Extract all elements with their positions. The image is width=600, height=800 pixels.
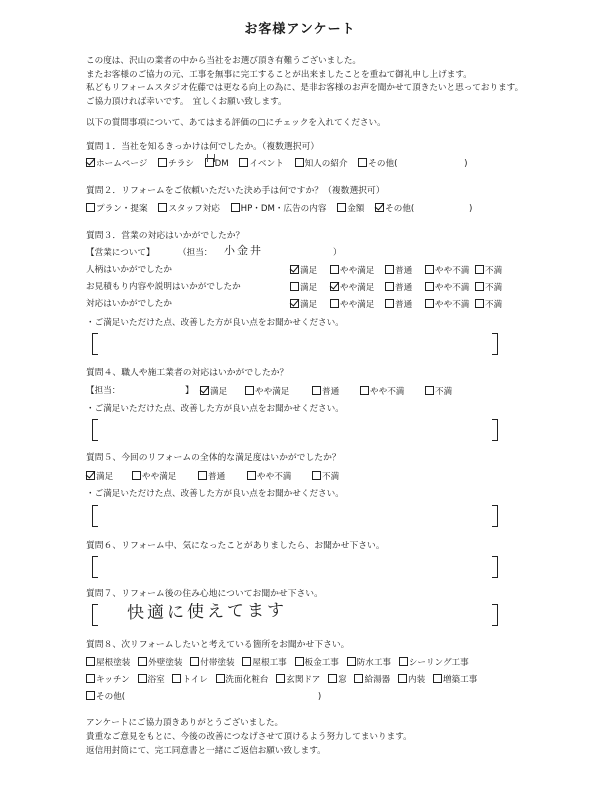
checkbox[interactable] (433, 674, 442, 683)
q2-option[interactable]: 金額 (337, 203, 364, 215)
q2-question: 質問２．リフォームをご依頼いただいた決め手は何ですか？（複数選択可） (86, 186, 385, 196)
q8-option[interactable]: 窓 (328, 674, 347, 686)
q1-option[interactable]: ホームページ (86, 158, 147, 170)
q2-option[interactable]: その他( (375, 203, 414, 215)
rating-option[interactable]: やや不満 (425, 265, 469, 277)
checkbox[interactable] (475, 282, 484, 291)
fold-mark (207, 154, 215, 162)
rating-option[interactable]: 満足 (290, 299, 317, 311)
checkbox[interactable] (354, 674, 363, 683)
checkbox[interactable] (86, 674, 95, 683)
rating-option[interactable]: 満足 (290, 282, 317, 294)
checkbox[interactable] (200, 386, 209, 395)
q4-staff-close: 】 (185, 386, 194, 396)
checkbox[interactable] (475, 265, 484, 274)
checkbox[interactable] (158, 203, 167, 212)
checkbox[interactable] (290, 265, 299, 274)
checkbox[interactable] (475, 299, 484, 308)
checkbox[interactable] (425, 265, 434, 274)
checkbox[interactable] (158, 158, 167, 167)
q6-comment-box-right[interactable] (492, 556, 498, 578)
q8-option[interactable]: 玄関ドア (276, 674, 320, 686)
rating-option[interactable]: やや満足 (132, 471, 176, 483)
rating-option[interactable]: 満足 (200, 386, 227, 398)
q5-comment-box-left[interactable] (92, 505, 98, 527)
q2-option[interactable]: HP・DM・広告の内容 (231, 203, 327, 215)
q4-comment-prompt: ・ご満足いただけた点、改善した方が良い点をお聞かせください。 (86, 404, 344, 414)
q3-comment-prompt: ・ご満足いただけた点、改善した方が良い点をお聞かせください。 (86, 318, 344, 328)
q2-close-paren: ) (469, 204, 473, 214)
rating-option[interactable]: 普通 (198, 471, 225, 483)
rating-option[interactable]: 普通 (385, 265, 412, 277)
rating-option[interactable]: 普通 (385, 299, 412, 311)
q7-answer-handwritten: 快適に使えてます (126, 600, 288, 624)
checkbox[interactable] (290, 299, 299, 308)
q2-options (86, 203, 472, 215)
checkbox[interactable] (399, 657, 408, 666)
checkbox[interactable] (425, 282, 434, 291)
rating-option[interactable]: 普通 (312, 386, 339, 398)
checkbox[interactable] (312, 471, 321, 480)
rating-option[interactable]: 不満 (425, 386, 452, 398)
checkbox[interactable] (425, 299, 434, 308)
q4-staff-label: 【担当： (86, 386, 121, 396)
checkbox[interactable] (358, 158, 367, 167)
checkbox[interactable] (360, 386, 369, 395)
q8-option[interactable]: 給湯器 (354, 674, 390, 686)
rating-option[interactable]: 満足 (86, 471, 113, 483)
q8-option[interactable]: 付帯塗装 (190, 657, 234, 669)
q8-option[interactable]: 外壁塗装 (138, 657, 182, 669)
checkbox[interactable] (245, 386, 254, 395)
checkbox[interactable] (312, 386, 321, 395)
rating-option[interactable]: 満足 (290, 265, 317, 277)
q1-option[interactable]: チラシ (158, 158, 194, 170)
q3-question: 質問３．営業の対応はいかがでしたか？ (86, 231, 245, 241)
q7-question: 質問７、リフォーム後の住み心地についてお聞かせ下さい。 (86, 589, 323, 599)
checkbox[interactable] (347, 657, 356, 666)
q5-comment-prompt: ・ご満足いただけた点、改善した方が良い点をお聞かせください。 (86, 489, 344, 499)
checkbox[interactable] (86, 471, 95, 480)
checkbox[interactable] (172, 674, 181, 683)
intro-line: この度は、沢山の業者の中から当社をお選び頂き有難うございました。 (86, 56, 362, 66)
q3-staff-label: （担当： (178, 248, 213, 258)
checkbox[interactable] (328, 674, 337, 683)
closing-line: アンケートにご協力頂きありがとうございました。 (86, 718, 284, 728)
checkbox[interactable] (337, 203, 346, 212)
rating-option[interactable]: やや不満 (425, 282, 469, 294)
q8-option[interactable]: 板金工事 (295, 657, 339, 669)
checkbox[interactable] (385, 299, 394, 308)
q5-question: 質問５、今回のリフォームの全体的な満足度はいかがでしたか？ (86, 453, 341, 463)
q8-option[interactable]: その他( (86, 691, 125, 703)
q3-item-label: お見積もり内容や説明はいかがでしたか (86, 282, 241, 292)
q1-options (86, 158, 468, 170)
q3-section-label: 【営業について】 (86, 248, 155, 258)
q3-staff-name-handwritten: 小金井 (224, 244, 263, 257)
rating-option[interactable]: やや満足 (330, 282, 374, 294)
checkbox[interactable] (276, 674, 285, 683)
checkbox[interactable] (216, 674, 225, 683)
q2-option[interactable]: スタッフ対応 (158, 203, 220, 215)
q6-question: 質問６、リフォーム中、気になったことがありましたら、お聞かせ下さい。 (86, 541, 385, 551)
checkbox[interactable] (295, 158, 304, 167)
checkbox[interactable] (385, 282, 394, 291)
checkbox[interactable] (242, 657, 251, 666)
q8-option[interactable]: 浴室 (138, 674, 165, 686)
q1-option[interactable]: イベント (239, 158, 283, 170)
q7-comment-box-left[interactable] (92, 604, 98, 626)
intro-line: 私どもリフォームスタジオ佐藤では更なる向上の為に、是非お客様のお声を聞かせて頂きたいと思っております。 (86, 83, 524, 93)
rating-option[interactable]: 不満 (312, 471, 339, 483)
checkbox[interactable] (330, 299, 339, 308)
rating-option[interactable]: 不満 (475, 265, 502, 277)
q1-close-paren: ) (464, 159, 468, 169)
q3-staff-close: ） (333, 248, 342, 258)
q2-option[interactable]: プラン・提案 (86, 203, 148, 215)
q3-comment-box-left[interactable] (92, 333, 98, 355)
intro-text (86, 56, 526, 110)
checkbox[interactable] (290, 282, 299, 291)
q1-option[interactable]: DM (205, 158, 229, 170)
q3-comment-box-right[interactable] (492, 333, 498, 355)
rating-option[interactable]: 不満 (475, 282, 502, 294)
checkbox[interactable] (425, 386, 434, 395)
rating-option[interactable]: やや満足 (245, 386, 289, 398)
q8-options-row-1 (86, 657, 469, 669)
checkbox[interactable] (231, 203, 240, 212)
q8-close-paren: ) (317, 692, 322, 702)
q8-options-row-2 (86, 674, 477, 686)
q8-option[interactable]: 増築工事 (433, 674, 477, 686)
checkbox[interactable] (330, 265, 339, 274)
instruction: 以下の質問事項について、あてはまる評価の□にチェックを入れてください。 (86, 118, 386, 128)
checkbox[interactable] (86, 158, 95, 167)
intro-line: ご協力頂ければ幸いです。 宜しくお願い致します。 (86, 96, 287, 107)
rating-option[interactable]: やや不満 (360, 386, 404, 398)
q8-option[interactable]: シーリング工事 (399, 657, 469, 669)
checkbox[interactable] (138, 657, 147, 666)
q8-option[interactable]: 屋根塗装 (86, 657, 130, 669)
checkbox[interactable] (385, 265, 394, 274)
q8-option[interactable]: 屋根工事 (242, 657, 286, 669)
q6-comment-box-left[interactable] (92, 556, 98, 578)
q8-question: 質問８、次リフォームしたいと考えている箇所をお聞かせ下さい。 (86, 640, 350, 650)
q4-comment-box-right[interactable] (492, 419, 498, 441)
q3-item-label: 対応はいかがでしたか (86, 299, 172, 309)
intro-line: またお客様のご協力の元、工事を無事に完工することが出来ましたことを重ねて御礼申し上げます。 (86, 69, 472, 80)
q8-option[interactable]: 内装 (398, 674, 425, 686)
checkbox[interactable] (398, 674, 407, 683)
checkbox[interactable] (295, 657, 304, 666)
rating-option[interactable]: 不満 (475, 299, 502, 311)
q8-option[interactable]: キッチン (86, 674, 130, 686)
q3-item-label: 人柄はいかがでしたか (86, 265, 172, 275)
q8-option[interactable]: 防水工事 (347, 657, 391, 669)
rating-option[interactable]: やや不満 (425, 299, 469, 311)
q8-option[interactable]: トイレ (172, 674, 207, 686)
checkbox[interactable] (198, 471, 207, 480)
closing-line: 返信用封筒にて、完工同意書と一緒にご返信お願い致します。 (86, 746, 326, 756)
checkbox[interactable] (247, 471, 256, 480)
q1-question: 質問１．当社を知るきっかけは何でしたか。（複数選択可） (86, 142, 320, 152)
checkbox[interactable] (86, 203, 95, 212)
closing-line: 貴重なご意見をもとに、今後の改善につなげさせて頂けるよう努力してまいります。 (86, 732, 412, 742)
q5-comment-box-right[interactable] (492, 505, 498, 527)
q1-option[interactable]: 知人の紹介 (295, 158, 348, 170)
checkbox[interactable] (86, 657, 95, 666)
q1-option[interactable]: その他( (358, 158, 397, 170)
checkbox[interactable] (138, 674, 147, 683)
checkbox[interactable] (132, 471, 141, 480)
q7-comment-box-right[interactable] (492, 604, 498, 626)
rating-option[interactable]: やや満足 (330, 265, 374, 277)
checkbox[interactable] (86, 691, 95, 700)
checkbox[interactable] (239, 158, 248, 167)
page-title: お客様アンケート (244, 22, 356, 37)
rating-option[interactable]: 普通 (385, 282, 412, 294)
checkbox[interactable] (375, 203, 384, 212)
checkbox[interactable] (330, 282, 339, 291)
rating-option[interactable]: やや不満 (247, 471, 291, 483)
q4-question: 質問４、職人や施工業者の対応はいかがでしたか？ (86, 368, 289, 378)
q8-options-row-3 (86, 691, 321, 703)
rating-option[interactable]: やや満足 (330, 299, 374, 311)
checkbox[interactable] (190, 657, 199, 666)
q8-option[interactable]: 洗面化粧台 (216, 674, 269, 686)
q4-comment-box-left[interactable] (92, 419, 98, 441)
